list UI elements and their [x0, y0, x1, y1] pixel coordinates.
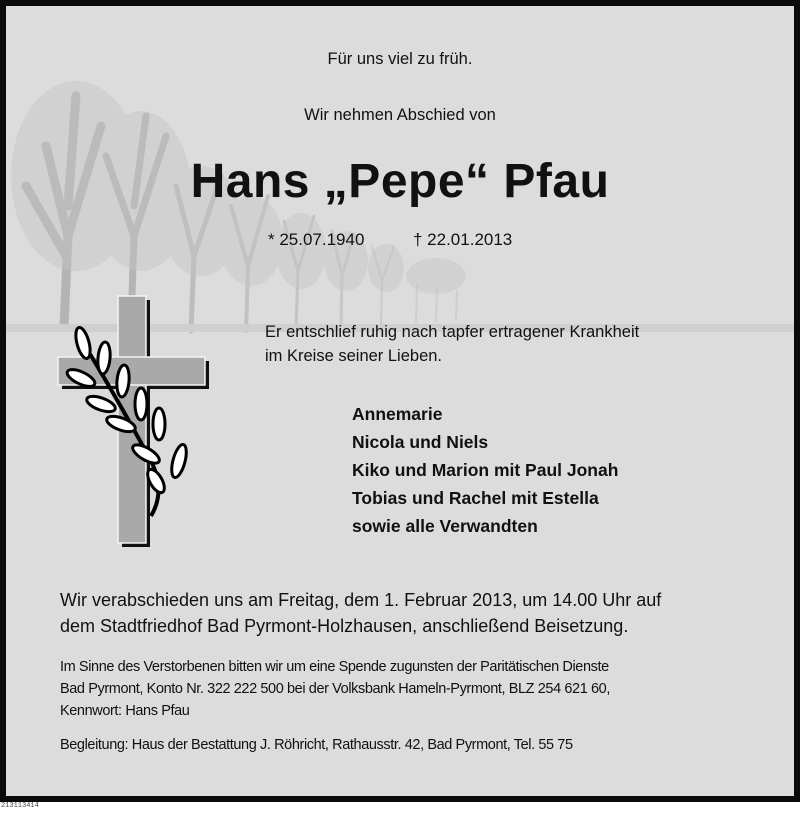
passing-text	[265, 320, 639, 368]
mourner: Kiko und Marion mit Paul Jonah	[352, 460, 619, 480]
death-date: † 22.01.2013	[413, 230, 513, 249]
donation-text-line: Kennwort: Hans Pfau	[60, 703, 190, 719]
passing-text-line: Er entschlief ruhig nach tapfer ertragener Krankheit	[265, 323, 640, 341]
passing-text-line: im Kreise seiner Lieben.	[265, 347, 443, 365]
funeral-text	[60, 587, 661, 639]
mourner: Tobias und Rachel mit Estella	[352, 488, 599, 508]
farewell-line: Wir nehmen Abschied von	[304, 106, 496, 124]
cross-with-palm-branch-icon	[46, 286, 216, 556]
funeral-text-line: Wir verabschieden uns am Freitag, dem 1. Februar 2013, um 14.00 Uhr auf	[60, 590, 662, 610]
donation-text-line: Bad Pyrmont, Konto Nr. 322 222 500 bei der Volksbank Hameln-Pyrmont, BLZ 254 621 60,	[60, 681, 610, 697]
undertaker-text: Begleitung: Haus der Bestattung J. Röhricht, Rathausstr. 42, Bad Pyrmont, Tel. 55 75	[60, 737, 573, 753]
mourners-list	[352, 400, 618, 540]
intro-line: Für uns viel zu früh.	[327, 50, 473, 68]
ad-code: 213113414	[1, 802, 39, 810]
funeral-text-line: dem Stadtfriedhof Bad Pyrmont-Holzhausen, anschließend Beisetzung.	[60, 616, 629, 636]
mourner: Annemarie	[352, 404, 443, 424]
birth-date: * 25.07.1940	[268, 230, 365, 249]
donation-text	[60, 656, 610, 722]
mourner: Nicola und Niels	[352, 432, 489, 452]
deceased-name: Hans „Pepe“ Pfau	[190, 155, 610, 208]
mourner: sowie alle Verwandten	[352, 516, 538, 536]
donation-text-line: Im Sinne des Verstorbenen bitten wir um eine Spende zugunsten der Paritätischen Dienste	[60, 659, 609, 675]
